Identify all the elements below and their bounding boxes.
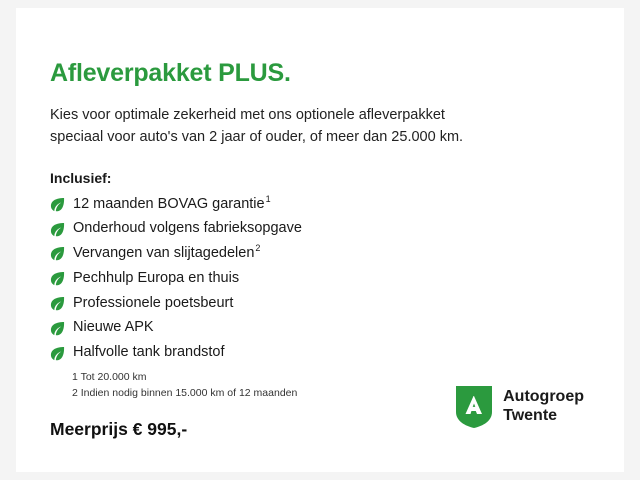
list-item (50, 294, 590, 312)
list-item (50, 219, 590, 237)
leaf-icon (50, 222, 65, 237)
feature-label: Vervangen van slijtagedelen$^2$ (73, 243, 261, 261)
intro-text (50, 104, 550, 148)
intro-line-1: Kies voor optimale zekerheid met ons optionele afleverpakket (50, 106, 445, 123)
price-label: Meerprijs € 995,- (50, 419, 188, 440)
leaf-icon (50, 346, 65, 361)
intro-line-2: speciaal voor auto's van 2 jaar of ouder, of meer dan 25.000 km. (50, 128, 464, 145)
features-heading: Inclusief: (50, 169, 112, 186)
footnote-ref: 1 (265, 193, 271, 204)
brand-name-line-2: Twente (503, 407, 558, 424)
brand-logo (454, 384, 584, 430)
feature-label: Nieuwe APK (73, 319, 154, 336)
leaf-icon (50, 271, 65, 286)
footnote-ref: 2 (255, 243, 261, 254)
brand-name (503, 388, 584, 426)
page-title: Afleverpakket PLUS. (50, 59, 291, 87)
feature-label: Professionele poetsbeurt (73, 294, 234, 311)
leaf-icon (50, 246, 65, 261)
list-item (50, 343, 590, 361)
list-item (50, 244, 590, 262)
feature-label: Halfvolle tank brandstof (73, 343, 225, 360)
promo-card (16, 8, 624, 472)
list-item (50, 195, 590, 213)
leaf-icon (50, 197, 65, 212)
shield-a-icon (454, 384, 494, 430)
footnote-2: 2 Indien nodig binnen 15.000 km of 12 maanden (72, 387, 298, 400)
footnote-1: 1 Tot 20.000 km (72, 370, 147, 383)
list-item (50, 269, 590, 287)
leaf-icon (50, 296, 65, 311)
features-list (50, 195, 590, 361)
brand-name-line-1: Autogroep (503, 388, 584, 406)
list-item (50, 318, 590, 336)
feature-label: Pechhulp Europa en thuis (73, 269, 240, 286)
feature-label: Onderhoud volgens fabrieksopgave (73, 220, 302, 237)
leaf-icon (50, 321, 65, 336)
feature-label: 12 maanden BOVAG garantie$^1$ (73, 193, 271, 212)
